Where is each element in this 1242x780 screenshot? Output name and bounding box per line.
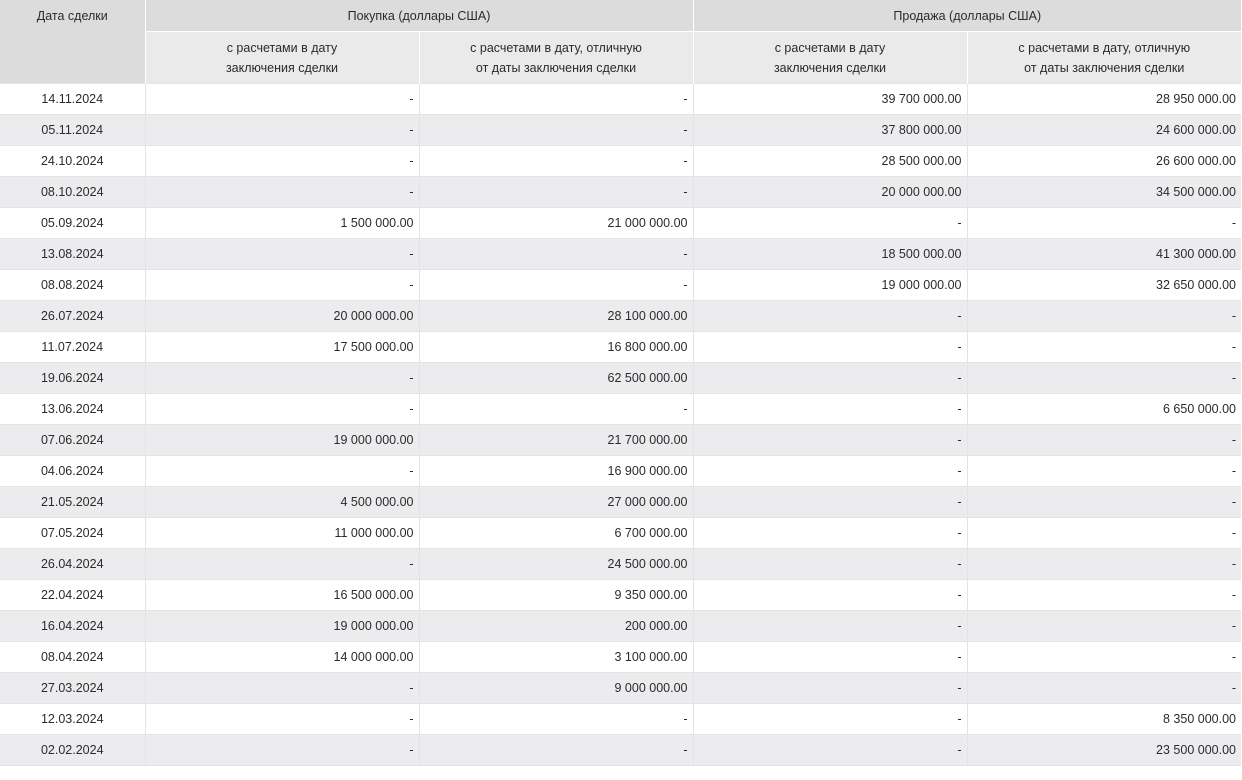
cell-sell-other-day: - [967,487,1241,518]
cell-buy-same-day: - [145,146,419,177]
table-row [0,611,1241,642]
cell-sell-other-day: 32 650 000.00 [967,270,1241,301]
header-line: с расчетами в дату [226,40,338,55]
cell-buy-other-day: 62 500 000.00 [419,363,693,394]
cell-sell-same-day: - [693,642,967,673]
column-group-buy: Покупка (доллары США) [145,0,693,32]
cell-sell-other-day: 41 300 000.00 [967,239,1241,270]
table-row [0,425,1241,456]
cell-date: 26.07.2024 [0,301,145,332]
cell-buy-other-day: - [419,394,693,425]
cell-date: 19.06.2024 [0,363,145,394]
cell-sell-same-day: 18 500 000.00 [693,239,967,270]
cell-buy-other-day: 27 000 000.00 [419,487,693,518]
cell-buy-same-day: - [145,704,419,735]
header-line: заключения сделки [225,60,339,75]
cell-buy-same-day: - [145,270,419,301]
cell-buy-other-day: - [419,177,693,208]
cell-buy-same-day: - [145,456,419,487]
cell-sell-other-day: 23 500 000.00 [967,735,1241,766]
cell-sell-same-day: 20 000 000.00 [693,177,967,208]
cell-sell-other-day: - [967,580,1241,611]
cell-buy-same-day: - [145,394,419,425]
cell-buy-same-day: 19 000 000.00 [145,425,419,456]
cell-buy-other-day: - [419,146,693,177]
cell-buy-other-day: 16 800 000.00 [419,332,693,363]
cell-sell-same-day: - [693,518,967,549]
cell-date: 13.08.2024 [0,239,145,270]
cell-sell-other-day: 34 500 000.00 [967,177,1241,208]
cell-buy-other-day: - [419,735,693,766]
cell-buy-other-day: 9 000 000.00 [419,673,693,704]
cell-sell-other-day: - [967,642,1241,673]
cell-date: 04.06.2024 [0,456,145,487]
cell-sell-other-day: - [967,456,1241,487]
table-row [0,394,1241,425]
cell-buy-same-day: 1 500 000.00 [145,208,419,239]
cell-buy-other-day: 21 000 000.00 [419,208,693,239]
table-row [0,642,1241,673]
cell-sell-same-day: 19 000 000.00 [693,270,967,301]
cell-buy-same-day: 4 500 000.00 [145,487,419,518]
header-line: с расчетами в дату, отличную [1018,40,1191,55]
cell-sell-other-day: - [967,208,1241,239]
cell-buy-same-day: - [145,239,419,270]
cell-sell-same-day: - [693,704,967,735]
cell-date: 26.04.2024 [0,549,145,580]
cell-buy-other-day: - [419,270,693,301]
cell-sell-other-day: 24 600 000.00 [967,115,1241,146]
cell-buy-same-day: 20 000 000.00 [145,301,419,332]
cell-buy-other-day: 3 100 000.00 [419,642,693,673]
header-row-sub [0,32,1241,84]
table-row [0,239,1241,270]
cell-buy-same-day: - [145,177,419,208]
cell-buy-same-day: - [145,735,419,766]
table-row [0,487,1241,518]
cell-sell-other-day: - [967,425,1241,456]
cell-date: 27.03.2024 [0,673,145,704]
cell-buy-other-day: 16 900 000.00 [419,456,693,487]
cell-date: 08.08.2024 [0,270,145,301]
cell-buy-same-day: - [145,673,419,704]
cell-sell-same-day: - [693,301,967,332]
cell-buy-other-day: 200 000.00 [419,611,693,642]
cell-date: 13.06.2024 [0,394,145,425]
cell-buy-other-day: 6 700 000.00 [419,518,693,549]
cell-date: 05.11.2024 [0,115,145,146]
table-row [0,115,1241,146]
cell-sell-same-day: - [693,611,967,642]
header-row-group [0,0,1241,32]
cell-sell-same-day: 37 800 000.00 [693,115,967,146]
cell-date: 08.10.2024 [0,177,145,208]
cell-sell-other-day: - [967,611,1241,642]
cell-buy-other-day: 28 100 000.00 [419,301,693,332]
cell-sell-same-day: - [693,332,967,363]
table-row [0,580,1241,611]
cell-buy-same-day: - [145,549,419,580]
cell-buy-other-day: 9 350 000.00 [419,580,693,611]
cell-date: 07.05.2024 [0,518,145,549]
cell-buy-same-day: 19 000 000.00 [145,611,419,642]
cell-sell-same-day: - [693,456,967,487]
table-row [0,735,1241,766]
cell-date: 11.07.2024 [0,332,145,363]
table-row [0,456,1241,487]
cell-buy-same-day: 14 000 000.00 [145,642,419,673]
column-header-date: Дата сделки [0,0,145,84]
column-header-sell-other-day [967,32,1241,84]
cell-date: 12.03.2024 [0,704,145,735]
column-group-sell: Продажа (доллары США) [693,0,1241,32]
cell-buy-same-day: - [145,363,419,394]
table-header [0,0,1241,84]
cell-sell-same-day: - [693,425,967,456]
cell-sell-same-day: 39 700 000.00 [693,84,967,115]
cell-buy-other-day: 24 500 000.00 [419,549,693,580]
cell-sell-same-day: - [693,487,967,518]
cell-date: 24.10.2024 [0,146,145,177]
cell-date: 07.06.2024 [0,425,145,456]
table-row [0,673,1241,704]
cell-sell-other-day: 28 950 000.00 [967,84,1241,115]
table-body [0,84,1241,766]
header-line: от даты заключения сделки [1024,60,1185,75]
table-row [0,208,1241,239]
cell-sell-other-day: - [967,673,1241,704]
table-row [0,146,1241,177]
header-line: с расчетами в дату, отличную [470,40,642,55]
cell-buy-other-day: 21 700 000.00 [419,425,693,456]
cell-buy-same-day: 17 500 000.00 [145,332,419,363]
table-row [0,704,1241,735]
table-row [0,301,1241,332]
cell-buy-same-day: - [145,115,419,146]
cell-buy-same-day: 11 000 000.00 [145,518,419,549]
cell-date: 08.04.2024 [0,642,145,673]
header-line: с расчетами в дату [774,40,886,55]
cell-sell-other-day: - [967,332,1241,363]
cell-sell-other-day: 26 600 000.00 [967,146,1241,177]
table-row [0,363,1241,394]
cell-sell-other-day: 6 650 000.00 [967,394,1241,425]
cell-sell-same-day: - [693,549,967,580]
column-header-buy-same-day [145,32,419,84]
cell-date: 02.02.2024 [0,735,145,766]
cell-sell-other-day: - [967,549,1241,580]
cell-buy-other-day: - [419,704,693,735]
cell-buy-other-day: - [419,239,693,270]
table-row [0,84,1241,115]
cell-sell-same-day: - [693,580,967,611]
table-row [0,518,1241,549]
table-row [0,270,1241,301]
cell-buy-same-day: 16 500 000.00 [145,580,419,611]
table-row [0,549,1241,580]
cell-sell-same-day: - [693,735,967,766]
column-header-buy-other-day [419,32,693,84]
column-header-sell-same-day [693,32,967,84]
cell-sell-same-day: 28 500 000.00 [693,146,967,177]
cell-sell-other-day: - [967,518,1241,549]
table-row [0,177,1241,208]
header-line: от даты заключения сделки [475,60,637,75]
cell-sell-same-day: - [693,394,967,425]
table-row [0,332,1241,363]
cell-date: 21.05.2024 [0,487,145,518]
cell-date: 05.09.2024 [0,208,145,239]
cell-sell-other-day: - [967,301,1241,332]
cell-sell-same-day: - [693,208,967,239]
cell-date: 16.04.2024 [0,611,145,642]
cell-buy-same-day: - [145,84,419,115]
cell-sell-same-day: - [693,673,967,704]
cell-date: 22.04.2024 [0,580,145,611]
cell-buy-other-day: - [419,115,693,146]
cell-buy-other-day: - [419,84,693,115]
cell-sell-other-day: - [967,363,1241,394]
header-line: заключения сделки [773,60,887,75]
cell-sell-same-day: - [693,363,967,394]
cell-sell-other-day: 8 350 000.00 [967,704,1241,735]
cell-date: 14.11.2024 [0,84,145,115]
